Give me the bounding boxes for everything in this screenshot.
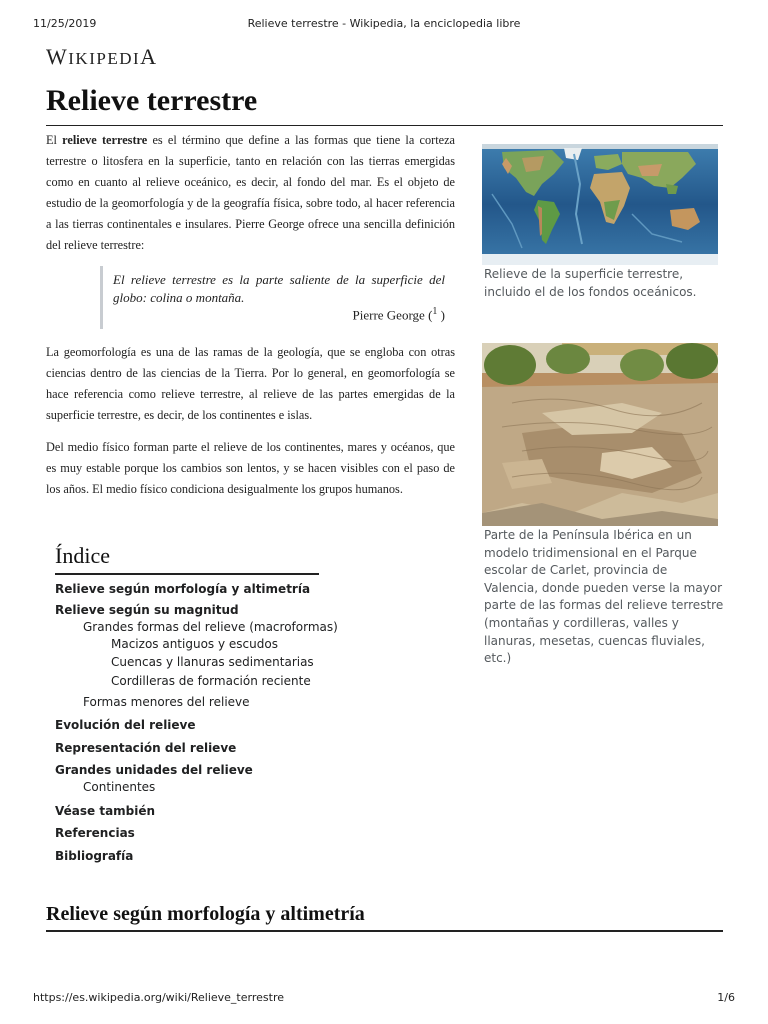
quote-bar: [100, 266, 103, 329]
wikipedia-logo[interactable]: [46, 44, 158, 70]
toc-divider: [55, 573, 319, 575]
figure-caption-model: Parte de la Península Ibérica en un modelo tridimensional en el Parque escolar de Carlet, provincia de Valencia, donde pueden verse la mayor parte de las formas del relieve terrestre (montañas y cordilleras, valles y llanuras, mesetas, cuencas fluviales, etc.): [484, 528, 724, 666]
toc-item[interactable]: Véase también: [55, 804, 156, 818]
section-divider: [46, 930, 723, 932]
reference-link[interactable]: 1: [432, 306, 438, 317]
relief-map-image[interactable]: [482, 144, 718, 265]
toc-item[interactable]: Grandes unidades del relieve: [55, 763, 253, 777]
term-bold: relieve terrestre: [62, 133, 148, 147]
toc-item[interactable]: Macizos antiguos y escudos: [111, 637, 278, 651]
toc-item[interactable]: Formas menores del relieve: [83, 695, 250, 709]
toc-item[interactable]: Grandes formas del relieve (macroformas): [83, 620, 338, 634]
toc-item[interactable]: Cuencas y llanuras sedimentarias: [111, 655, 314, 669]
wikipedia-wordmark: WIKIPEDIA: [46, 44, 158, 69]
toc-title: Índice: [55, 543, 110, 568]
figure-caption-map: Relieve de la superficie terrestre, incluido el de los fondos oceánicos.: [484, 267, 697, 299]
print-date: 11/25/2019: [33, 17, 97, 30]
quote-citation: Pierre George ($^1$ ): [352, 306, 445, 323]
page-url: https://es.wikipedia.org/wiki/Relieve_terrestre: [33, 991, 284, 1004]
toc-item[interactable]: Referencias: [55, 826, 135, 840]
page-title: Relieve terrestre: [46, 84, 258, 117]
toc-item[interactable]: Evolución del relieve: [55, 718, 196, 732]
relief-model-photo[interactable]: [482, 343, 718, 526]
toc-item[interactable]: Relieve según morfología y altimetría: [55, 582, 311, 596]
toc-item[interactable]: Cordilleras de formación reciente: [111, 674, 311, 688]
print-page-title: Relieve terrestre - Wikipedia, la enciclopedia libre: [247, 17, 521, 30]
toc-item[interactable]: Relieve según su magnitud: [55, 603, 239, 617]
blockquote: El relieve terrestre es la parte saliente de la superficie del globo: colina o montaña.: [113, 272, 445, 305]
paragraph-physical-medium: Del medio físico forman parte el relieve de los continentes, mares y océanos, que es muy estable porque los cambios son lentos, y se hacen visibles con el paso de los años. El medio físico condiciona desigualmente los grupos humanos.: [46, 440, 455, 496]
intro-paragraph: El relieve terrestre es el término que define a las formas que tiene la corteza terrestre o litosfera en la superficie, tanto en relación con las tierras emergidas como en cuanto al relieve oceánico, es decir, al fondo del mar. Es el objeto de estudio de la geomorfología y de la geografía física, sobre todo, al hacer referencia a las tierras continentales e insulares. Pierre George ofrece una sencilla definición del relieve terrestre:: [46, 133, 455, 252]
toc-item[interactable]: Continentes: [83, 780, 156, 794]
section-heading: Relieve según morfología y altimetría: [46, 903, 365, 925]
page-number: 1/6: [717, 991, 735, 1004]
world-relief-map-graphic: [482, 144, 718, 265]
title-divider: [46, 125, 723, 126]
relief-model-graphic: [482, 343, 718, 526]
paragraph-geomorphology: La geomorfología es una de las ramas de la geología, que se engloba con otras ciencias dentro de las ciencias de la Tierra. Por lo general, en geomorfología se hace referencia como relieve terrestre, al relieve de las partes emergidas de la superficie terrestre, es decir, de los continentes e islas.: [46, 345, 455, 422]
toc-item[interactable]: Bibliografía: [55, 849, 134, 863]
toc-item[interactable]: Representación del relieve: [55, 741, 237, 755]
